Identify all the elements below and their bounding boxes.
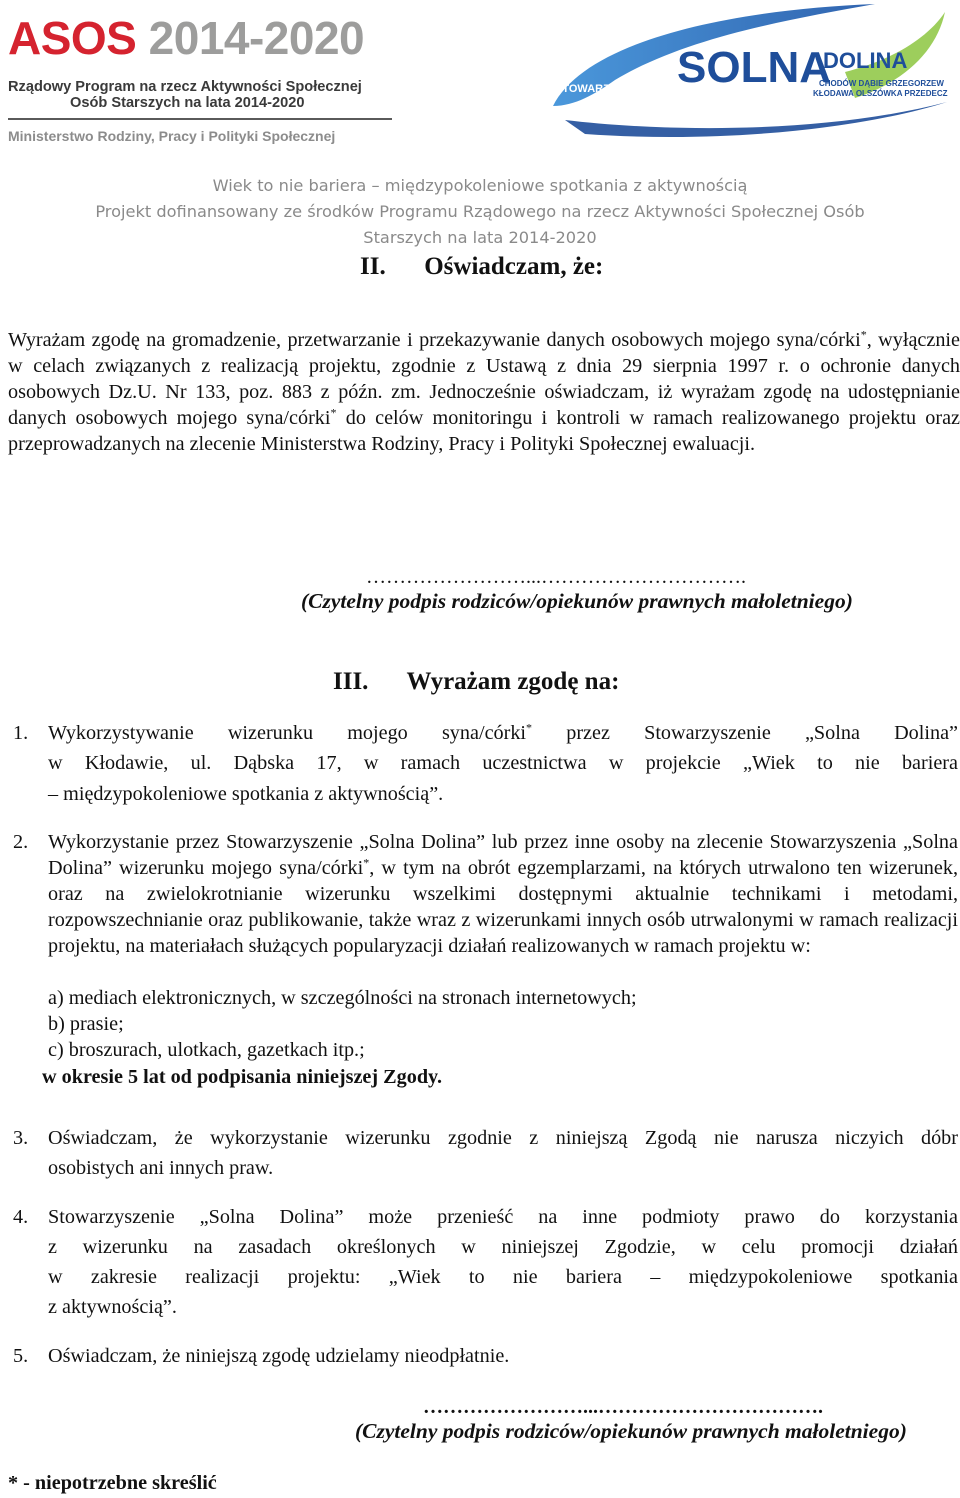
solna-stowarzyszenie-text: STOWARZYSZENIE [555,83,657,95]
item-2-term: w okresie 5 lat od podpisania niniejszej Zgody. [42,1066,443,1088]
item-2-option-c: c) broszurach, ulotkach, gazetkach itp.; [48,1039,365,1061]
project-funding-line1: Projekt dofinansowany ze środków Programu Rządowego na rzecz Aktywności Społecznej Osób [95,202,865,221]
solna-tagline-1: CHODÓW DĄBIE GRZEGORZEW [819,79,944,88]
solna-dolina-logo [545,2,950,148]
item-4-line3: w zakresie realizacji projektu: „Wiek to nie bariera – międzypokoleniowe spotkania [48,1266,958,1288]
footnote-marker: * [330,405,337,420]
signature-caption-1: (Czytelny podpis rodziców/opiekunów prawnych małoletniego) [301,589,853,613]
section-3-title: Wyrażam zgodę na: [406,668,620,695]
signature-caption-2: (Czytelny podpis rodziców/opiekunów prawnych małoletniego) [355,1419,907,1443]
item-1-line1 [48,720,958,746]
solna-name-right: DOLINA [823,48,908,73]
consent-text-part3: do celów monitoringu i kontroli w ramach realizowanego projektu oraz przeprowadzanych na zlecenie Ministerstwa Rodziny, Pracy i Polityki Społecznej ewaluacji. [8,407,960,455]
signature-line-2: ……………………...……………………………. [423,1396,823,1418]
item-4-number: 4. [13,1206,29,1228]
item-4-line1: Stowarzyszenie „Solna Dolina” może przenieść na inne podmioty prawo do korzystania [48,1206,958,1228]
asos-subtitle-line2: Osób Starszych na lata 2014-2020 [70,95,305,111]
section-2-heading [360,252,603,282]
footnote-marker: * [363,855,370,870]
section-2-number: II. [360,253,386,280]
item-2-text-b: , w tym na obrót egzemplarzami, na których utrwalono ten wizerunek, oraz na zwielokrotnianie wizerunku wszelkimi dostępnymi aktualnie technikami i metodami, rozpowszechnianie oraz publikowanie, także wraz z wizerunkami innych osób utrwalonymi w ramach realizacji projektu, na materiałach służących popularyzacji działań realizowanych w ramach projektu w: [48,857,958,957]
asos-logo-years: 2014-2020 [148,12,365,64]
footnote-text: * - niepotrzebne skreślić [8,1472,217,1494]
consent-text-part1: Wyrażam zgodę na gromadzenie, przetwarzanie i przekazywanie danych osobowych mojego syna/córki [8,329,861,351]
project-funding-line2: Starszych na lata 2014-2020 [363,228,597,247]
item-1-text-b: przez Stowarzyszenie „Solna Dolina” [532,722,958,744]
item-5-number: 5. [13,1345,29,1367]
item-2-option-a: a) mediach elektronicznych, w szczególności na stronach internetowych; [48,987,637,1009]
section-2-title: Oświadczam, że: [424,253,604,280]
asos-logo-title [8,12,364,64]
solna-name-left: SOLNA [677,43,831,92]
project-title: Wiek to nie bariera – międzypokoleniowe spotkania z aktywnością [212,176,748,195]
asos-divider [8,118,392,120]
section-3-number: III. [333,668,369,695]
asos-logo-red-text: ASOS [8,12,137,64]
section-2-consent-paragraph [8,327,960,457]
asos-logo [8,12,400,150]
signature-line-1: ……………………...…………………………. [366,566,746,588]
item-1-text-a: Wykorzystywanie wizerunku mojego syna/córki [48,722,527,744]
item-4-line2: z wizerunku na zasadach określonych w niniejszej Zgodzie, w celu promocji działań [48,1236,958,1258]
solna-tagline-2: KŁODAWA OLSZÓWKA PRZEDECZ [813,89,948,98]
item-3-number: 3. [13,1127,29,1149]
item-2-paragraph [48,829,958,959]
item-1-line2: w Kłodawie, ul. Dąbska 17, w ramach uczestnictwa w projekcie „Wiek to nie bariera [48,752,958,774]
swoosh-dark [565,102,947,137]
item-4-line4: z aktywnością”. [48,1296,177,1318]
item-3-line1: Oświadczam, że wykorzystanie wizerunku zgodnie z niniejszą Zgodą nie narusza niczyich dóbr [48,1127,958,1149]
item-1-number: 1. [13,722,29,744]
asos-subtitle-line1: Rządowy Program na rzecz Aktywności Społecznej [8,79,362,95]
item-3-line2: osobistych ani innych praw. [48,1157,274,1179]
item-5-line1: Oświadczam, że niniejszą zgodę udzielamy nieodpłatnie. [48,1345,510,1367]
ministry-name: Ministerstwo Rodziny, Pracy i Polityki Społecznej [8,128,336,144]
item-2-number: 2. [13,831,29,853]
section-3-heading [333,667,619,697]
solna-dolina-logo-graphic [545,2,950,148]
item-1-line3: – międzypokoleniowe spotkania z aktywnością”. [48,783,444,805]
consent-text-part2: , wyłącznie w celach związanych z realizacją projektu, zgodnie z Ustawą z dnia 29 sierpnia 1997 r. o ochronie danych osobowych Dz.U. Nr 133, poz. 883 z późn. zm. Jednocześnie oświadczam, iż wyrażam zgodę na udostępnianie danych osobowych mojego syna/córki [8,329,960,429]
footnote-marker: * [526,720,533,735]
footnote-marker: * [860,327,867,342]
item-2-text-a: Wykorzystanie przez Stowarzyszenie „Solna Dolina” lub przez inne osoby na zlecenie Stowarzyszenia „Solna Dolina” wizerunku mojego syna/córki [48,831,958,879]
item-2-option-b: b) prasie; [48,1013,124,1035]
